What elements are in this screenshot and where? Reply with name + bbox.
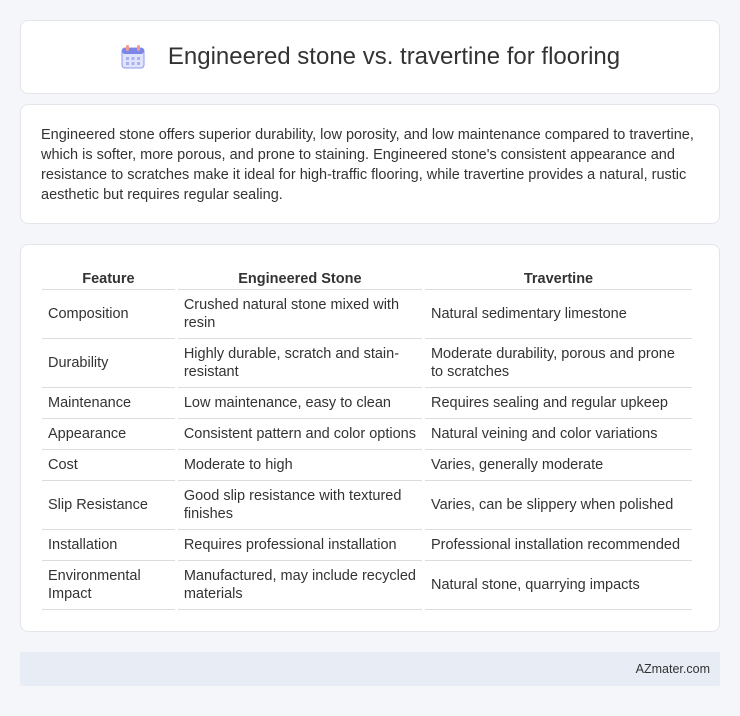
engineered-stone-cell: Good slip resistance with textured finishes (178, 481, 422, 530)
travertine-cell: Requires sealing and regular upkeep (425, 388, 692, 419)
feature-cell: Cost (42, 450, 175, 481)
travertine-cell: Natural veining and color variations (425, 419, 692, 450)
table-row (42, 388, 692, 419)
footer-brand: AZmater.com (635, 662, 710, 676)
footer-bar (20, 652, 720, 686)
calendar-icon (120, 44, 146, 70)
engineered-stone-cell: Crushed natural stone mixed with resin (178, 290, 422, 339)
feature-cell: Durability (42, 339, 175, 388)
title-card (20, 20, 720, 94)
header-travertine: Travertine (425, 265, 692, 290)
feature-cell: Installation (42, 530, 175, 561)
table-row (42, 339, 692, 388)
feature-cell: Environmental Impact (42, 561, 175, 610)
engineered-stone-cell: Highly durable, scratch and stain-resistant (178, 339, 422, 388)
header-engineered-stone: Engineered Stone (178, 265, 422, 290)
travertine-cell: Natural sedimentary limestone (425, 290, 692, 339)
travertine-cell: Natural stone, quarrying impacts (425, 561, 692, 610)
summary-text: Engineered stone offers superior durability, low porosity, and low maintenance compared to travertine, which is softer, more porous, and prone to staining. Engineered stone's consistent appearance and resistance to scratches make it ideal for high-traffic flooring, while travertine provides a natural, rustic aesthetic but requires regular sealing. (41, 127, 694, 203)
feature-cell: Maintenance (42, 388, 175, 419)
engineered-stone-cell: Requires professional installation (178, 530, 422, 561)
table-row (42, 481, 692, 530)
engineered-stone-cell: Consistent pattern and color options (178, 419, 422, 450)
travertine-cell: Varies, generally moderate (425, 450, 692, 481)
engineered-stone-cell: Moderate to high (178, 450, 422, 481)
feature-cell: Appearance (42, 419, 175, 450)
feature-cell: Composition (42, 290, 175, 339)
page-title: Engineered stone vs. travertine for flooring (167, 43, 621, 70)
table-row (42, 290, 692, 339)
summary-card (20, 104, 720, 224)
comparison-table-card (20, 244, 720, 632)
table-row (42, 419, 692, 450)
table-header-row (42, 265, 692, 290)
table-row (42, 450, 692, 481)
feature-cell: Slip Resistance (42, 481, 175, 530)
comparison-table (39, 265, 695, 610)
table-row (42, 530, 692, 561)
travertine-cell: Moderate durability, porous and prone to scratches (425, 339, 692, 388)
header-feature: Feature (42, 265, 175, 290)
engineered-stone-cell: Low maintenance, easy to clean (178, 388, 422, 419)
travertine-cell: Varies, can be slippery when polished (425, 481, 692, 530)
travertine-cell: Professional installation recommended (425, 530, 692, 561)
engineered-stone-cell: Manufactured, may include recycled materials (178, 561, 422, 610)
table-row (42, 561, 692, 610)
